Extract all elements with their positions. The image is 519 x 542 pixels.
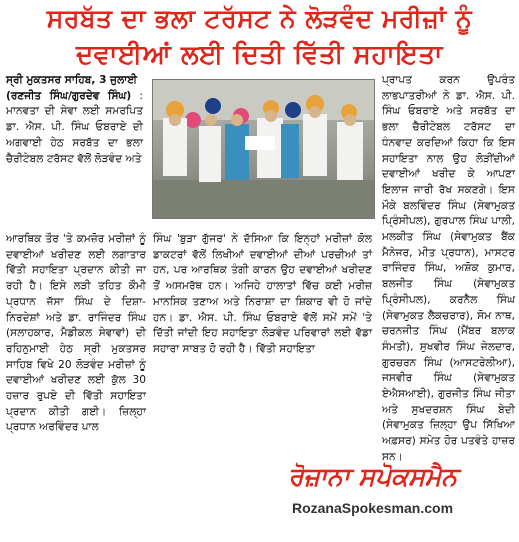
article-column-1-top <box>6 73 143 167</box>
headline-line-1: ਸਰਬੱਤ ਦਾ ਭਲਾ ਟਰੱਸਟ ਨੇ ਲੋੜਵੰਦ ਮਰੀਜ਼ਾਂ ਨੂੰ <box>46 4 473 33</box>
article-column-3: ਪ੍ਰਾਪਤ ਕਰਨ ਉਪਰੰਤ ਲਾਭਪਾਤਰੀਆਂ ਨੇ ਡਾ. ਐਸ. ਪੀ. ਸਿੰਘ ਓਬਰਾਏ ਅਤੇ ਸਰਬੱਤ ਦਾ ਭਲਾ ਚੈਰੀਟੇਬਲ ਟਰੱਸਟ ਦਾ ਧੰਨਵਾਦ ਕਰਦਿਆਂ ਕਿਹਾ ਕਿ ਇਸ ਸਹਾਇਤਾ ਨਾਲ ਉਹ ਲੋੜੀਂਦੀਆਂ ਦਵਾਈਆਂ ਖਰੀਦ ਕੇ ਆਪਣਾ ਇਲਾਜ ਜਾਰੀ ਰੱਖ ਸਕਣਗੇ। ਇਸ ਮੌਕੇ ਬਲਵਿੰਦਰ ਸਿੰਘ (ਸੇਵਾਮੁਕਤ ਪ੍ਰਿੰਸੀਪਲ), ਗੁਰਪਾਲ ਸਿੰਘ ਪਾਲੀ, ਮਲਕੀਤ ਸਿੰਘ (ਸੇਵਾਮੁਕਤ ਬੈਂਕ ਮੈਨੇਜਰ, ਮੀਤ ਪ੍ਰਧਾਨ), ਮਾਸਟਰ ਰਾਜਿੰਦਰ ਸਿੰਘ, ਅਸ਼ੋਕ ਕੁਮਾਰ, ਬਲਜੀਤ ਸਿੰਘ (ਸੇਵਾਮੁਕਤ ਪ੍ਰਿੰਸੀਪਲ), ਕਰਨੈਲ ਸਿੰਘ (ਸੇਵਾਮੁਕਤ ਲੈਕਚਰਾਰ), ਸੋਮ ਨਾਥ, ਚਰਨਜੀਤ ਸਿੰਘ (ਮੈਂਬਰ ਬਲਾਕ ਸੰਮਤੀ), ਸੁਖਵੀਰ ਸਿੰਘ ਜੇਲਦਾਰ, ਗੁਰਚਰਨ ਸਿੰਘ (ਆਸਟਰੇਲੀਆ), ਜਸਵੀਰ ਸਿੰਘ (ਸੇਵਾਮੁਕਤ ਏਐਸਆਈ), ਗੁਰਜੀਤ ਸਿੰਘ ਜੀਤਾ ਅਤੇ ਸੁਖਦਰਸ਼ਨ ਸਿੰਘ ਬੇਦੀ (ਸੇਵਾਮੁਕਤ ਜ਼ਿਲ੍ਹਾ ਉਪ ਸਿੱਖਿਆ ਅਫ਼ਸਰ) ਸਮੇਤ ਹੋਰ ਪਤਵੰਤੇ ਹਾਜ਼ਰ ਸਨ। <box>382 74 515 463</box>
group-photo-illustration <box>153 80 374 218</box>
article-intro: : ਮਾਨਵਤਾ ਦੀ ਸੇਵਾ ਲਈ ਸਮਰਪਿਤ ਡਾ. ਐਸ. ਪੀ. ਸਿੰਘ ਓਬਰਾਏ ਦੀ ਅਗਵਾਈ ਹੇਠ ਸਰਬੱਤ ਦਾ ਭਲਾ ਚੈਰੀਟੇਬਲ ਟਰੱਸਟ ਵੱਲੋਂ ਲੋੜਵੰਦ ਅਤੇ <box>6 89 143 165</box>
website-url: RozanaSpokesman.com <box>291 500 454 516</box>
headline-line-2: ਦਵਾਈਆਂ ਲਈ ਦਿਤੀ ਵਿੱਤੀ ਸਹਾਇਤਾ <box>76 40 443 70</box>
article-column-2: ਸਿੰਘ 'ਬੁੜਾ ਗੁੱਜਰ' ਨੇ ਦੱਸਿਆ ਕਿ ਇਨ੍ਹਾਂ ਮਰੀਜ਼ਾਂ ਕੋਲ ਡਾਕਟਰਾਂ ਵੱਲੋਂ ਲਿਖੀਆਂ ਦਵਾਈਆਂ ਦੀਆਂ ਪਰਚੀਆਂ ਤਾਂ ਹਨ, ਪਰ ਆਰਥਿਕ ਤੰਗੀ ਕਾਰਨ ਉਹ ਦਵਾਈਆਂ ਖਰੀਦਣ ਤੋਂ ਅਸਮਰੱਥ ਹਨ। ਅਜਿਹੇ ਹਾਲਾਤਾਂ ਵਿੱਚ ਕਈ ਮਰੀਜ਼ ਮਾਨਸਿਕ ਤਣਾਅ ਅਤੇ ਨਿਰਾਸ਼ਾ ਦਾ ਸ਼ਿਕਾਰ ਵੀ ਹੋ ਜਾਂਦੇ ਹਨ। ਡਾ. ਐਸ. ਪੀ. ਸਿੰਘ ਓਬਰਾਏ ਵੱਲੋਂ ਸਮੇਂ ਸਮੇਂ 'ਤੇ ਦਿੱਤੀ ਜਾਂਦੀ ਇਹ ਸਹਾਇਤਾ ਲੋੜਵੰਦ ਪਰਿਵਾਰਾਂ ਲਈ ਵੱਡਾ ਸਹਾਰਾ ਸਾਬਤ ਹੋ ਰਹੀ ਹੈ। ਵਿੱਤੀ ਸਹਾਇਤਾ <box>153 233 372 355</box>
dateline: ਸ੍ਰੀ ਮੁਕਤਸਰ ਸਾਹਿਬ, 3 ਜੁਲਾਈ <box>6 74 138 86</box>
newspaper-brand-logo: ਰੋਜ਼ਾਨਾ ਸਪੋਕਸਮੈਨ <box>288 462 457 491</box>
byline: (ਰਣਜੀਤ ਸਿੰਘ/ਗੁਰਦੇਵ ਸਿੰਘ) <box>6 89 132 102</box>
article-column-1: ਆਰਥਿਕ ਤੌਰ 'ਤੇ ਕਮਜ਼ੋਰ ਮਰੀਜ਼ਾਂ ਨੂੰ ਦਵਾਈਆਂ ਖਰੀਦਣ ਲਈ ਲਗਾਤਾਰ ਵਿੱਤੀ ਸਹਾਇਤਾ ਪ੍ਰਦਾਨ ਕੀਤੀ ਜਾ ਰਹੀ ਹੈ। ਇਸੇ ਲੜੀ ਤਹਿਤ ਕੌਮੀ ਪ੍ਰਧਾਨ ਜੱਸਾ ਸਿੰਘ ਦੇ ਦਿਸ਼ਾ-ਨਿਰਦੇਸ਼ਾਂ ਅਤੇ ਡਾ. ਰਾਜਿੰਦਰ ਸਿੰਘ (ਸਲਾਹਕਾਰ, ਮੈਡੀਕਲ ਸੇਵਾਵਾਂ) ਦੀ ਰਹਿਨੁਮਾਈ ਹੇਠ ਸ੍ਰੀ ਮੁਕਤਸਰ ਸਾਹਿਬ ਵਿਖੇ 20 ਲੋੜਵੰਦ ਮਰੀਜ਼ਾਂ ਨੂੰ ਦਵਾਈਆਂ ਖਰੀਦਣ ਲਈ ਕੁੱਲ 30 ਹਜ਼ਾਰ ਰੁਪਏ ਦੀ ਵਿੱਤੀ ਸਹਾਇਤਾ ਪ੍ਰਦਾਨ ਕੀਤੀ ਗਈ। ਜ਼ਿਲ੍ਹਾ ਪ੍ਰਧਾਨ ਅਰਵਿੰਦਰ ਪਾਲ <box>6 233 146 434</box>
news-photo <box>152 79 375 219</box>
